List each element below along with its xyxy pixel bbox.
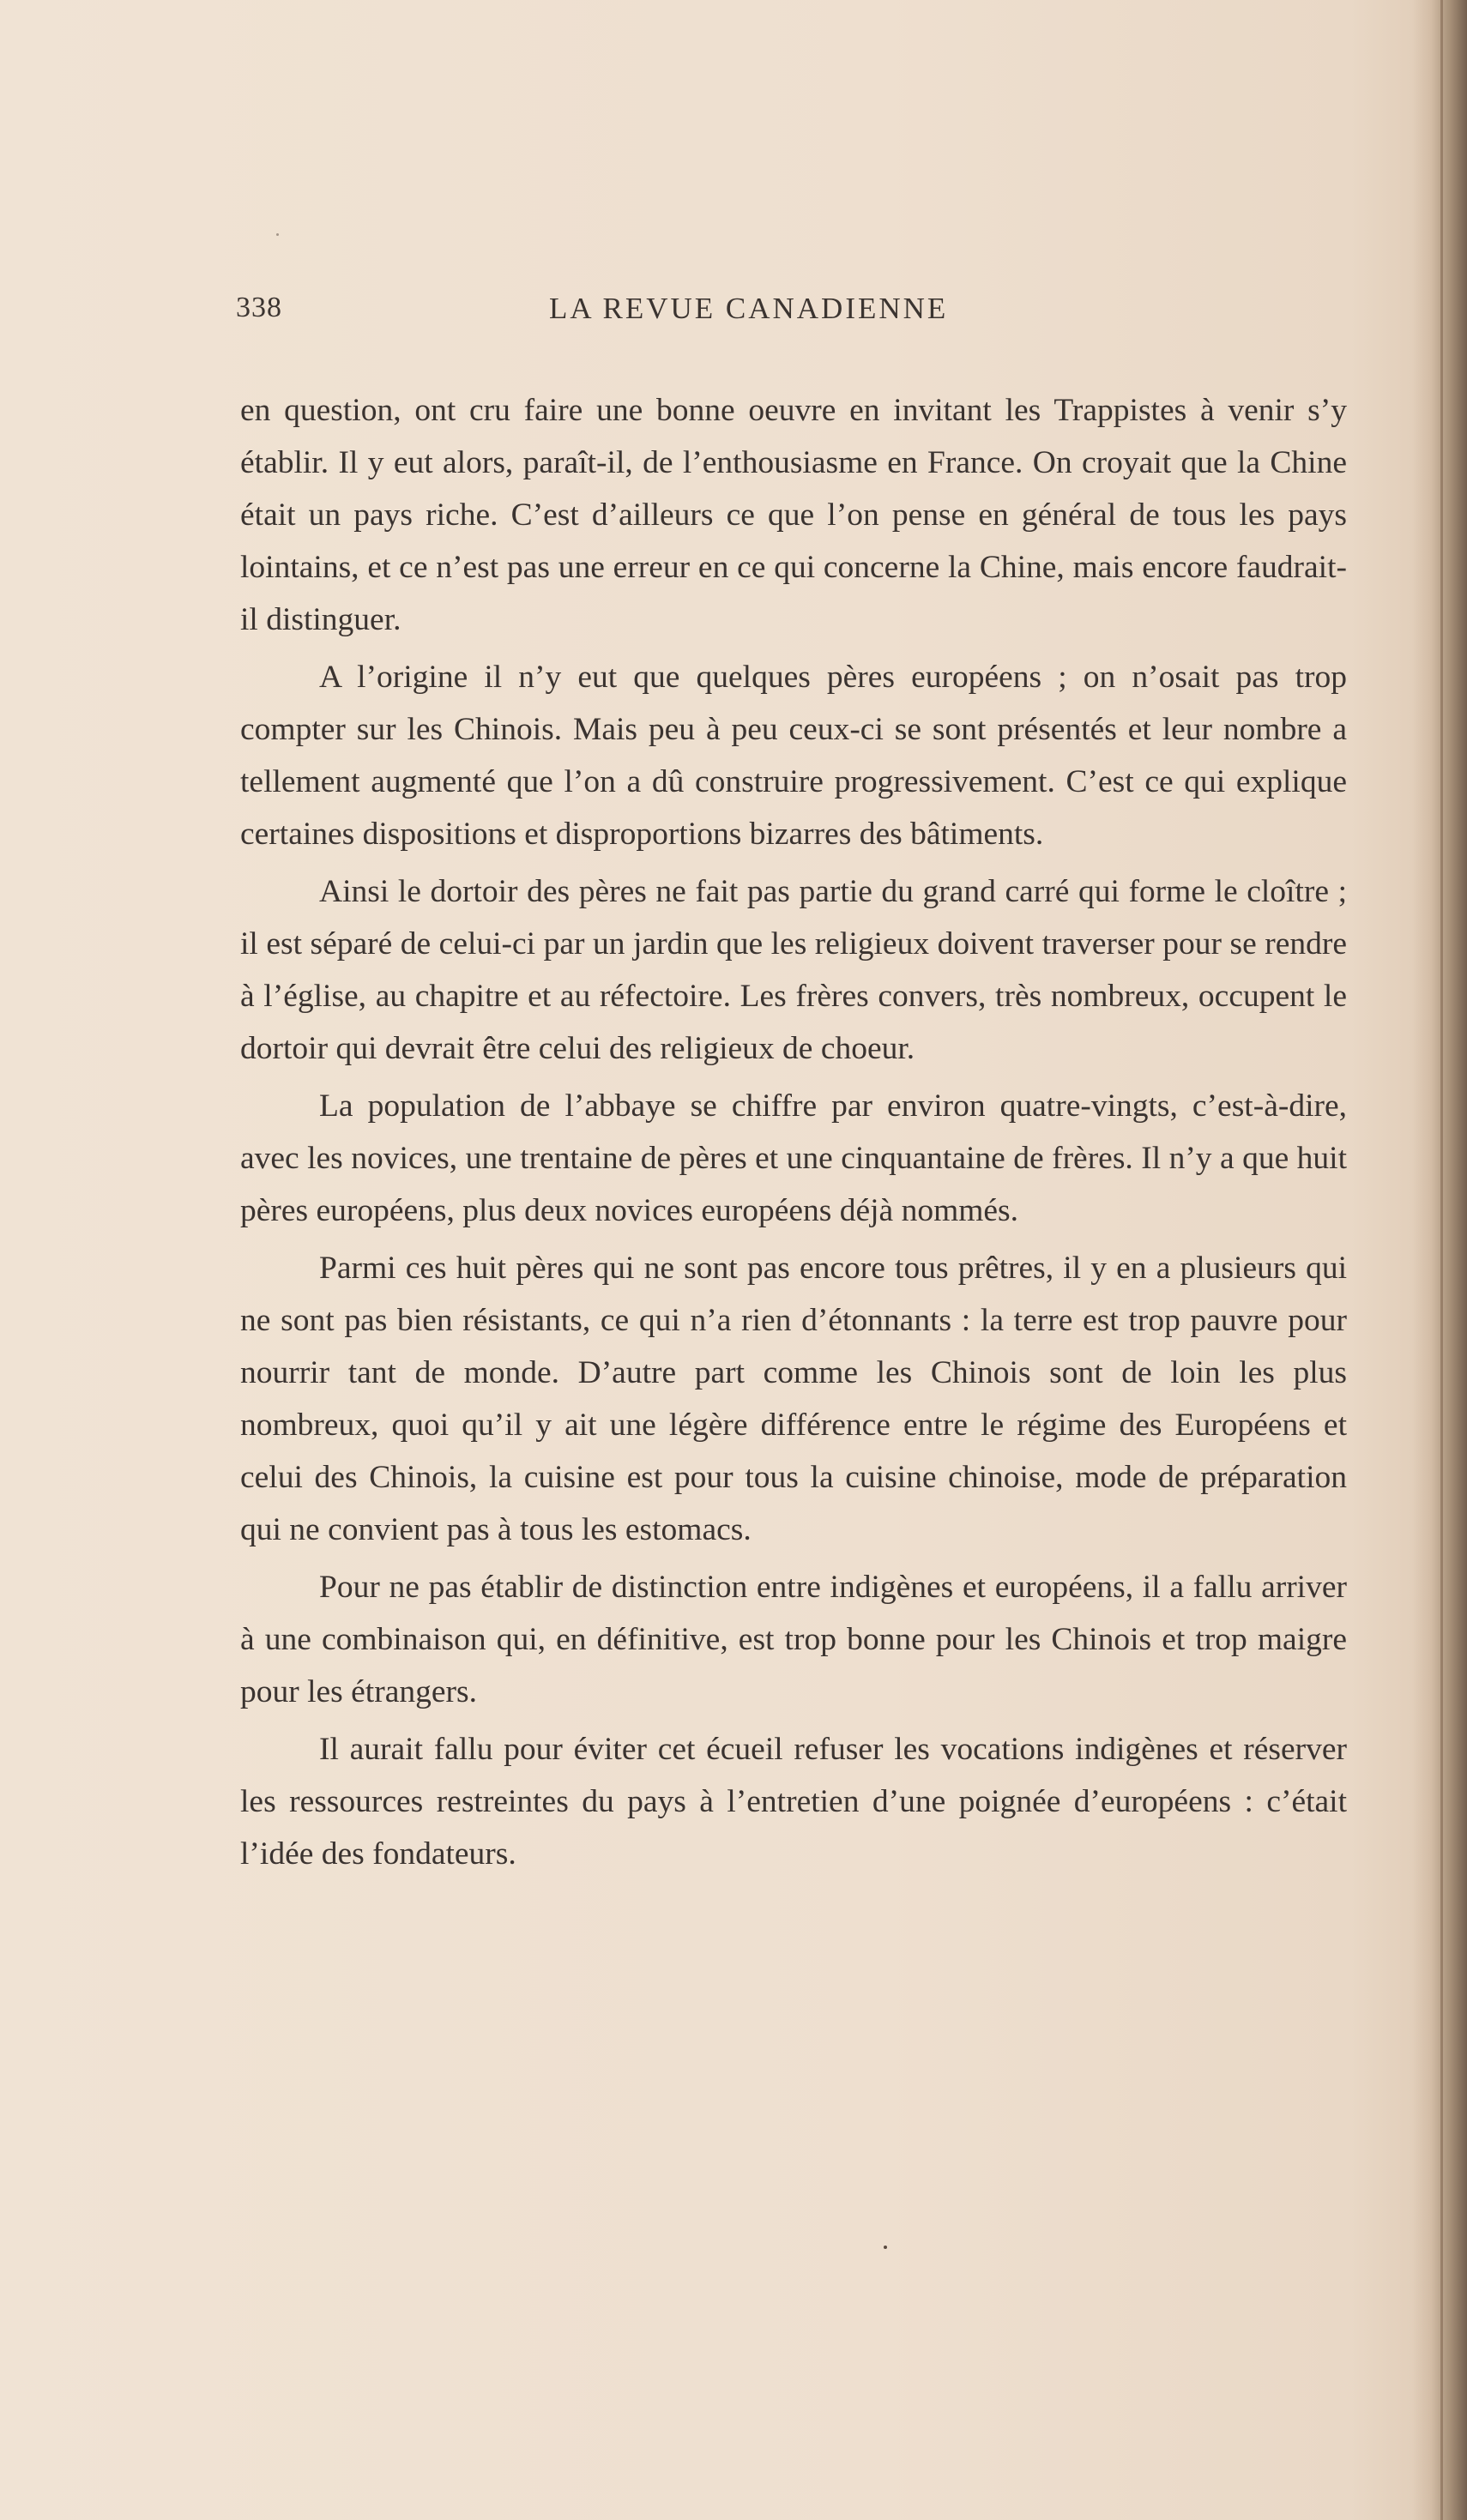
page-edge-shadow <box>1412 0 1467 2520</box>
paragraph: Parmi ces huit pères qui ne sont pas encore tous prêtres, il y en a plusieurs qui ne sont pas bien résistants, ce qui n’a rien d’étonnants : la terre est trop pauvre pour nourrir tant de monde. D’autre part comme les Chinois sont de loin les plus nombreux, quoi qu’il y ait une légère différence entre le régime des Européens et celui des Chinois, la cuisine est pour tous la cuisine chinoise, mode de préparation qui ne convient pas à tous les estomacs. <box>240 1251 1347 1547</box>
paragraph: Il aurait fallu pour éviter cet écueil refuser les vocations indigènes et réserver les ressources restreintes du pays à l’entretien d’une poignée d’européens : c’était l’idée des fondateurs. <box>240 1732 1347 1872</box>
running-title: LA REVUE CANADIENNE <box>549 292 949 325</box>
paragraph: La population de l’abbaye se chiffre par environ quatre-vingts, c’est-à-dire, avec les novices, une trentaine de pères et une cinquantaine de frères. Il n’y a que huit pères européens, plus deux novices européens déjà nommés. <box>240 1088 1347 1228</box>
paragraph: en question, ont cru faire une bonne oeuvre en invitant les Trappistes à venir s’y établir. Il y eut alors, paraît-il, de l’enthousiasme en France. On croyait que la Chine était un pays riche. C’est d’ailleurs ce que l’on pense en général de tous les pays lointains, et ce n’est pas une erreur en ce qui concerne la Chine, mais encore faudrait-il distinguer. <box>240 393 1347 637</box>
body-text <box>240 384 1347 1880</box>
page-edge-line <box>1440 0 1443 2520</box>
paper-speck <box>884 2246 887 2249</box>
paragraph: A l’origine il n’y eut que quelques pères européens ; on n’osait pas trop compter sur les Chinois. Mais peu à peu ceux-ci se sont présentés et leur nombre a tellement augmenté que l’on a dû construire progressivement. C’est ce qui explique certaines dispositions et disproportions bizarres des bâtiments. <box>240 660 1347 852</box>
page-number: 338 <box>236 292 282 323</box>
paper-speck <box>276 233 279 236</box>
running-head <box>236 292 1343 335</box>
paragraph: Ainsi le dortoir des pères ne fait pas partie du grand carré qui forme le cloître ; il est séparé de celui-ci par un jardin que les religieux doivent traverser pour se rendre à l’église, au chapitre et au réfectoire. Les frères convers, très nombreux, occupent le dortoir qui devrait être celui des religieux de choeur. <box>240 874 1347 1066</box>
paragraph: Pour ne pas établir de distinction entre indigènes et européens, il a fallu arriver à une combinaison qui, en définitive, est trop bonne pour les Chinois et trop maigre pour les étrangers. <box>240 1570 1347 1709</box>
